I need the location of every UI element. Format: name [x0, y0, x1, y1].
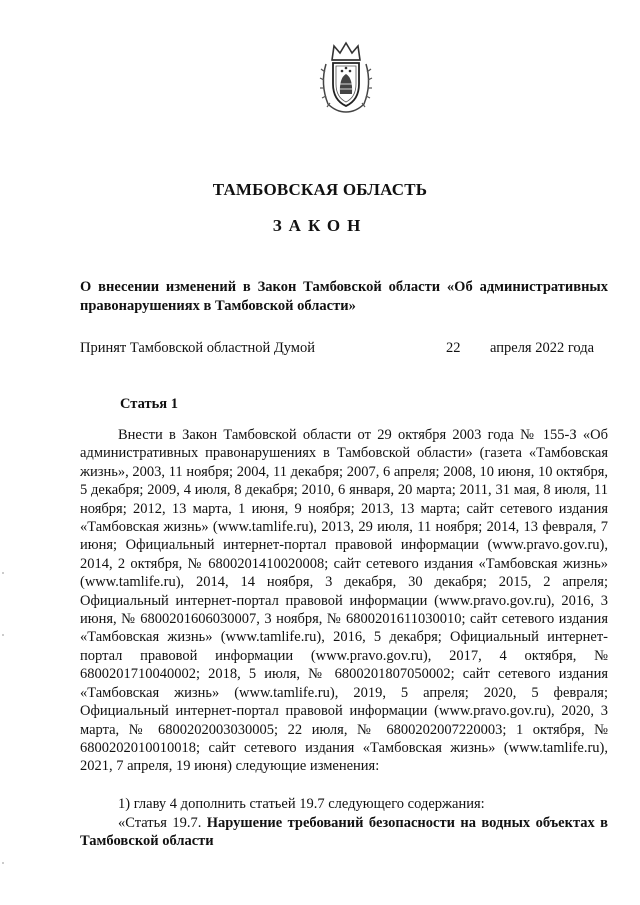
region-title: ТАМБОВСКАЯ ОБЛАСТЬ — [212, 180, 428, 199]
scan-mark — [2, 634, 4, 636]
adoption-month-year: апреля 2022 года — [490, 340, 595, 356]
article-heading: Статья 1 — [120, 396, 178, 412]
article-item-1: 1) главу 4 дополнить статьей 19.7 следующего содержания: — [118, 796, 485, 812]
adoption-day: 22 — [446, 340, 461, 356]
new-article-title: Нарушение требований безопасности на водных объектах в Тамбовской области — [80, 815, 608, 850]
law-subject: О внесении изменений в Закон Тамбовской области «Об административных правонарушениях в Тамбовской области» — [80, 279, 608, 314]
scan-mark — [2, 572, 4, 574]
adoption-line — [80, 340, 608, 360]
new-article-paragraph — [80, 814, 608, 851]
coat-of-arms-icon — [318, 40, 374, 114]
new-article-prefix: «Статья 19.7. — [118, 815, 202, 831]
document-type-title: ЗАКОН — [272, 216, 368, 235]
scan-mark — [2, 862, 4, 864]
article-body: Внести в Закон Тамбовской области от 29 октября 2003 года № 155-З «Об административных правонарушениях в Тамбовской области» (газета «Тамбовская жизнь», 2003, 11 ноября; 2004, 11 декабря; 2007, 6 апреля; 2008, 10 июня, 10 октября, 5 декабря; 2009, 4 июля, 8 декабря; 2010, 6 января, 20 марта; 2011, 31 мая, 8 июля, 11 ноября; 2012, 13 марта, 1 июня, 9 ноября; 2013, 13 марта; сайт сетевого издания «Тамбовская жизнь» (www.tamlife.ru), 2013, 29 июля, 11 ноября; 2014, 13 февраля, 7 июня; Официальный интернет-портал правовой информации (www.pravo.gov.ru), 2014, 2 октября, № 6800201410020008; сайт сетевого издания «Тамбовская жизнь» (www.tamlife.ru), 2014, 14 ноября, 3 декабря, 30 декабря; 2015, 2 апреля; Официальный интернет-портал правовой информации (www.pravo.gov.ru), 2016, 3 июня, № 6800201606030007, 3 ноября, № 6800201611030010; сайт сетевого издания «Тамбовская жизнь» (www.tamlife.ru), 2016, 5 декабря; Официальный интернет-портал правовой информации (www.pravo.gov.ru), 2017, 4 октября, № 6800201710040002; 2018, 5 июля, № 6800201807050002; сайт сетевого издания «Тамбовская жизнь» (www.tamlife.ru), 2019, 5 апреля; 2020, 5 февраля; Официальный интернет-портал правовой информации (www.pravo.gov.ru), 2020, 3 марта, № 6800202003030005; 22 июля, № 6800202007220003; 1 октября, № 6800202010010018; сайт сетевого издания «Тамбовская жизнь» (www.tamlife.ru), 2021, 7 апреля, 19 июня) следующие изменения: — [80, 427, 608, 775]
adopted-by: Принят Тамбовской областной Думой — [80, 340, 315, 356]
